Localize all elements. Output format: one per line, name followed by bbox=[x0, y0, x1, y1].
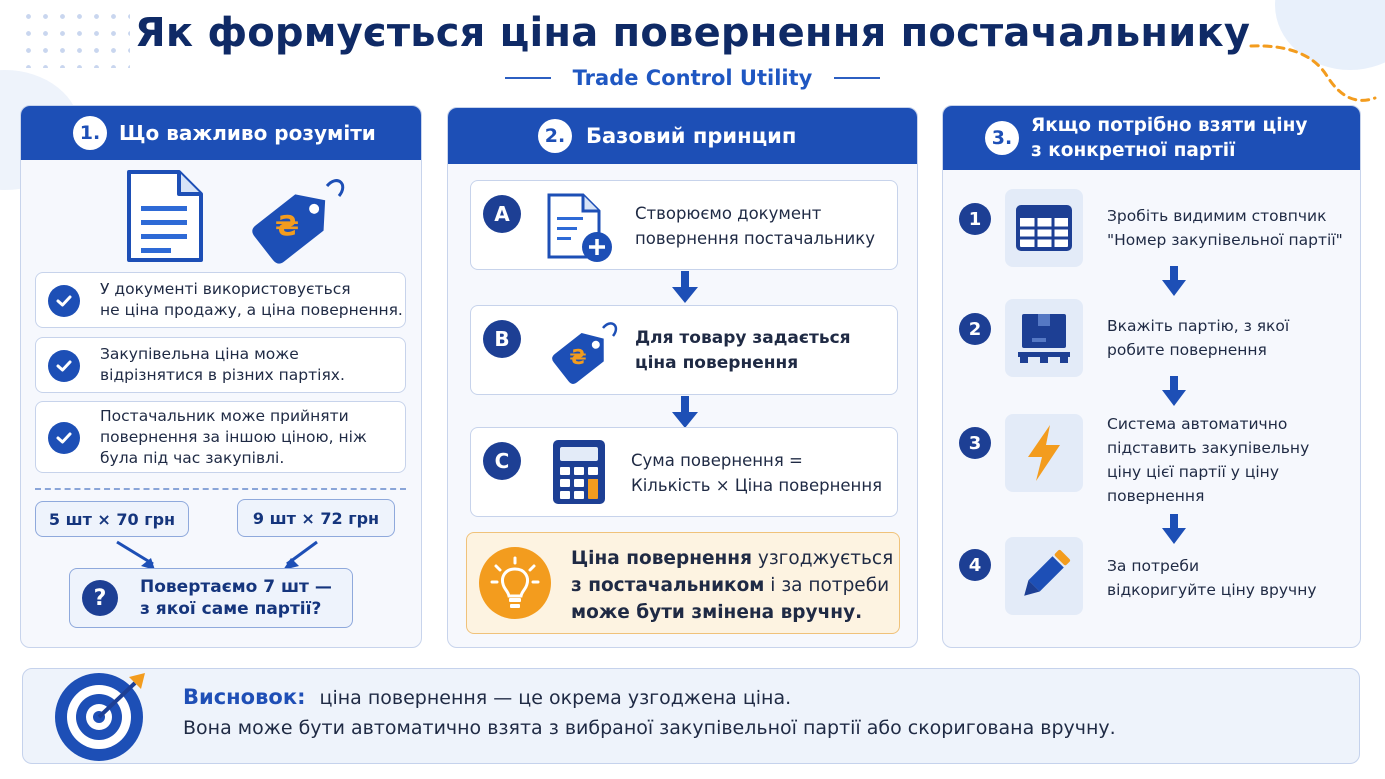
step-text: Створюємо документ повернення постачальнику bbox=[635, 204, 875, 248]
page-title: Як формується ціна повернення постачальнику bbox=[134, 10, 1251, 56]
batch-badge: 5 шт × 70 грн bbox=[35, 501, 189, 537]
step-letter: A bbox=[483, 195, 521, 233]
info-item bbox=[35, 272, 406, 328]
step-number: 3 bbox=[959, 427, 991, 459]
subtitle: Trade Control Utility bbox=[572, 66, 813, 90]
info-item-text: Закупівельна ціна може відрізнятися в різних партіях. bbox=[100, 345, 345, 384]
check-icon bbox=[48, 422, 80, 454]
box-pallet-icon bbox=[1016, 312, 1072, 364]
principle-step-a bbox=[470, 180, 898, 270]
subtitle-line-left bbox=[505, 77, 551, 79]
question-text: Повертаємо 7 шт — з якої саме партії? bbox=[140, 577, 332, 619]
price-tag-icon bbox=[547, 314, 621, 390]
lightbulb-icon bbox=[479, 547, 551, 619]
step-text: Вкажіть партію, з якої робите повернення bbox=[1107, 317, 1290, 359]
arrow-down-icon bbox=[1161, 514, 1187, 546]
panel-batch-price bbox=[942, 105, 1361, 648]
step-text: За потреби відкоригуйте ціну вручну bbox=[1107, 557, 1317, 599]
conclusion-line-2: Вона може бути автоматично взята з вибраної закупівельної партії або скоригована вручну. bbox=[183, 717, 1116, 739]
panel-number: 2. bbox=[538, 119, 572, 153]
check-icon bbox=[48, 350, 80, 382]
arrow-down-icon bbox=[670, 396, 700, 430]
panel-title: Якщо потрібно взяти ціну з конкретної партії bbox=[1031, 115, 1308, 161]
question-box bbox=[69, 568, 353, 628]
step-number: 4 bbox=[959, 549, 991, 581]
note-text: Ціна повернення узгоджується з постачальником і за потреби може бути змінена вручну. bbox=[571, 548, 894, 623]
step-text: Система автоматично підставить закупівельну ціну цієї партії у ціну повернення bbox=[1107, 415, 1310, 505]
conclusion-text-1: ціна повернення — це окрема узгоджена ціна. bbox=[319, 687, 792, 709]
pencil-icon bbox=[1016, 548, 1072, 604]
info-item-text: Постачальник може прийняти повернення за іншою ціною, ніж була під час закупівлі. bbox=[100, 407, 367, 467]
target-icon bbox=[51, 669, 151, 763]
step-text: Сума повернення = Кількість × Ціна повернення bbox=[631, 451, 883, 495]
step-text: Зробіть видимим стовпчик "Номер закупівельної партії" bbox=[1107, 207, 1343, 249]
price-agreement-note bbox=[466, 532, 900, 634]
conclusion-line-1 bbox=[183, 685, 791, 709]
conclusion-label: Висновок: bbox=[183, 685, 306, 709]
panel-title: Що важливо розуміти bbox=[119, 121, 376, 145]
svg-text:₴: ₴ bbox=[569, 345, 587, 369]
principle-step-b bbox=[470, 305, 898, 395]
document-icon bbox=[125, 168, 205, 264]
panel-important-header bbox=[21, 106, 421, 160]
conclusion-bar bbox=[22, 668, 1360, 764]
step-icon-box bbox=[1005, 299, 1083, 377]
panel-title: Базовий принцип bbox=[586, 124, 797, 148]
dashed-divider bbox=[35, 488, 406, 490]
panel-number: 1. bbox=[73, 116, 107, 150]
info-item bbox=[35, 401, 406, 473]
info-item-text: У документі використовується не ціна продажу, а ціна повернення. bbox=[100, 280, 403, 319]
question-icon: ? bbox=[82, 580, 118, 616]
subtitle-line-right bbox=[834, 77, 880, 79]
step-icon-box bbox=[1005, 414, 1083, 492]
panel-batch-price-header bbox=[943, 106, 1360, 170]
panel-basic-principle-header bbox=[448, 108, 917, 164]
price-tag-hryvnia-icon bbox=[241, 168, 351, 268]
panel-important bbox=[20, 105, 422, 648]
check-icon bbox=[48, 285, 80, 317]
panel-basic-principle bbox=[447, 107, 918, 648]
step-icon-box bbox=[1005, 537, 1083, 615]
arrow-down-icon bbox=[670, 271, 700, 305]
lightning-icon bbox=[1022, 423, 1066, 483]
batch-badge: 9 шт × 72 грн bbox=[237, 499, 395, 537]
step-text: Для товару задається ціна повернення bbox=[635, 328, 851, 373]
subtitle-row bbox=[0, 66, 1385, 90]
step-letter: B bbox=[483, 320, 521, 358]
calculator-icon bbox=[551, 438, 607, 506]
info-item bbox=[35, 337, 406, 393]
table-icon bbox=[1016, 205, 1072, 251]
document-add-icon bbox=[545, 191, 615, 265]
principle-step-c bbox=[470, 427, 898, 517]
tag-symbol: ₴ bbox=[274, 209, 300, 242]
panel-number: 3. bbox=[985, 121, 1019, 155]
arrow-down-icon bbox=[1161, 266, 1187, 298]
step-letter: C bbox=[483, 442, 521, 480]
arrow-down-icon bbox=[1161, 376, 1187, 408]
step-number: 1 bbox=[959, 203, 991, 235]
step-number: 2 bbox=[959, 313, 991, 345]
step-icon-box bbox=[1005, 189, 1083, 267]
